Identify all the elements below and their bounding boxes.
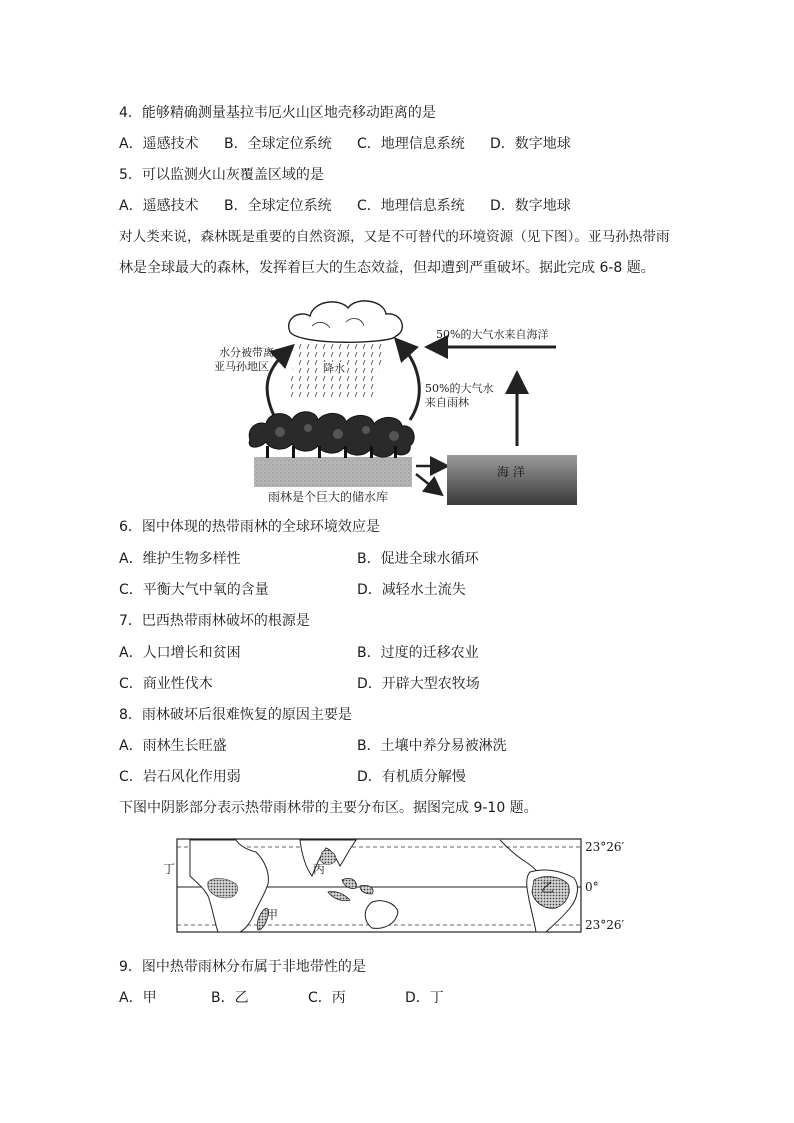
passage-2-line-1: 下图中阴影部分表示热带雨林带的主要分布区。据图完成 9-10 题。	[119, 800, 538, 816]
label-atmo-from-forest-1: 50%的大气水	[425, 382, 494, 395]
label-ding: 丁	[163, 862, 176, 876]
q8-option-d: D．有机质分解慢	[357, 769, 466, 785]
q4-option-a: A．遥感技术	[119, 136, 199, 152]
q5-option-a: A．遥感技术	[119, 198, 199, 214]
q9-option-b: B．乙	[211, 990, 249, 1006]
label-tropic-south: 23°26′	[585, 918, 625, 932]
question-9-stem: 9．图中热带雨林分布属于非地带性的是	[119, 959, 366, 975]
q6-option-d: D．减轻水土流失	[357, 582, 466, 598]
q5-option-d: D．数字地球	[490, 198, 571, 214]
q6-option-b: B．促进全球水循环	[357, 551, 479, 567]
label-equator: 0°	[585, 880, 599, 894]
question-8-stem: 8．雨林破坏后很难恢复的原因主要是	[119, 707, 352, 723]
q7-option-b: B．过度的迁移农业	[357, 645, 479, 661]
q9-option-c: C．丙	[308, 990, 346, 1006]
q9-option-a: A．甲	[119, 990, 157, 1006]
q8-option-b: B．土壤中养分易被淋洗	[357, 738, 507, 754]
question-6-stem: 6．图中体现的热带雨林的全球环境效应是	[119, 519, 380, 535]
q4-option-b: B．全球定位系统	[224, 136, 332, 152]
q8-option-a: A．雨林生长旺盛	[119, 738, 227, 754]
q7-option-c: C．商业性伐木	[119, 676, 213, 692]
question-7-stem: 7．巴西热带雨林破坏的根源是	[119, 613, 310, 629]
q7-option-a: A．人口增长和贫困	[119, 645, 241, 661]
question-4-stem: 4．能够精确测量基拉韦厄火山区地壳移动距离的是	[119, 105, 436, 121]
q8-option-c: C．岩石风化作用弱	[119, 769, 241, 785]
passage-1-line-1: 对人类来说，森林既是重要的自然资源，又是不可替代的环境资源（见下图）。亚马孙热带雨	[119, 229, 670, 245]
q6-option-c: C．平衡大气中氧的含量	[119, 582, 269, 598]
q5-option-b: B．全球定位系统	[224, 198, 332, 214]
figure-1-caption: 雨林是个巨大的储水库	[268, 490, 389, 504]
question-5-stem: 5．可以监测火山灰覆盖区域的是	[119, 167, 324, 183]
q5-option-c: C．地理信息系统	[357, 198, 465, 214]
label-atmo-from-forest-2: 来自雨林	[425, 396, 469, 409]
passage-1-line-2: 林是全球最大的森林，发挥着巨大的生态效益，但却遭到严重破坏。据此完成 6-8 题。	[119, 260, 655, 276]
label-yi: 乙	[541, 881, 555, 896]
label-precipitation: 降水	[323, 362, 345, 375]
label-jia: 甲	[266, 908, 279, 922]
label-bing: 丙	[313, 862, 326, 876]
label-atmo-from-ocean: 50%的大气水来自海洋	[436, 328, 549, 341]
label-tropic-north: 23°26′	[585, 840, 625, 854]
q7-option-d: D．开辟大型农牧场	[357, 676, 480, 692]
label-water-leaving-2: 亚马孙地区	[214, 360, 269, 373]
q9-option-d: D．丁	[405, 990, 444, 1006]
q4-option-c: C．地理信息系统	[357, 136, 465, 152]
label-water-leaving-1: 水分被带离	[219, 346, 274, 359]
q4-option-d: D．数字地球	[490, 136, 571, 152]
label-ocean: 海 洋	[497, 465, 525, 479]
q6-option-a: A．维护生物多样性	[119, 551, 241, 567]
